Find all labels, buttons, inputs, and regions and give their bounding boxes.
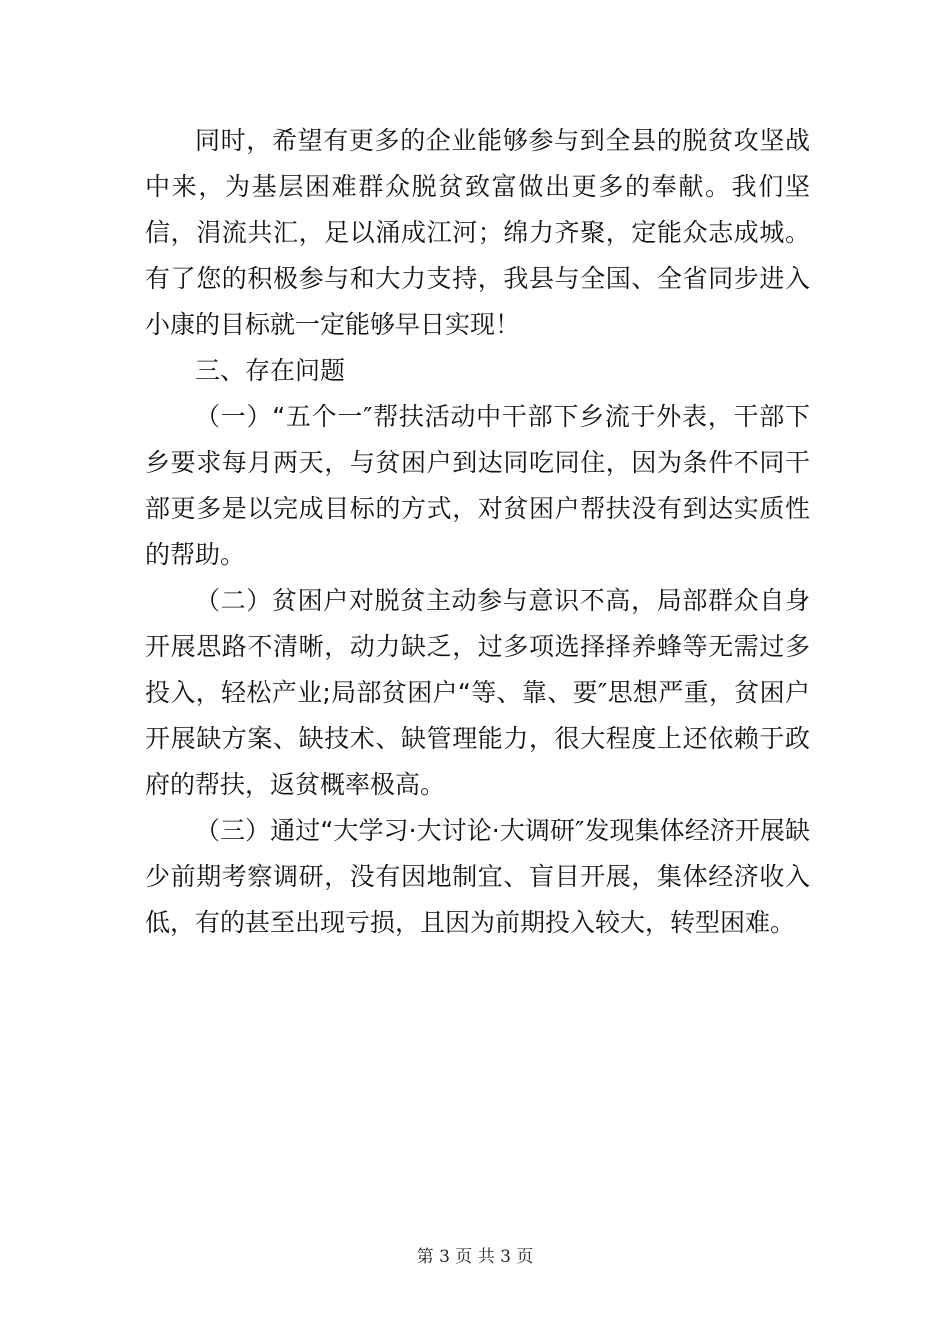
page-footer: 第 3 页 共 3 页 bbox=[416, 1247, 534, 1267]
issue-paragraph-3: （三）通过“大学习·大讨论·大调研″发现集体经济开展缺少前期考察调研，没有因地制宜、盲目开展，集体经济收入低，有的甚至出现亏损，且因为前期投入较大，转型困难。 bbox=[145, 816, 810, 937]
section-heading: 三、存在问题 bbox=[195, 356, 346, 385]
issue-paragraph-2: （二）贫困户对脱贫主动参与意识不高，局部群众自身开展思路不清晰，动力缺乏，过多项选择择养蜂等无需过多投入，轻松产业;局部贫困户“等、靠、要″思想严重，贫困户开展缺方案、缺技术、缺管理能力，很大程度上还依赖于政府的帮扶，返贫概率极高。 bbox=[145, 586, 810, 799]
closing-paragraph: 同时，希望有更多的企业能够参与到全县的脱贫攻坚战中来，为基层困难群众脱贫致富做出更多的奉献。我们坚信，涓流共汇，足以涌成江河；绵力齐聚，定能众志成城。有了您的积极参与和大力支持，我县与全国、全省同步进入小康的目标就一定能够早日实现！ bbox=[145, 126, 810, 339]
issue-paragraph-1: （一）“五个一″帮扶活动中干部下乡流于外表，干部下乡要求每月两天，与贫困户到达同吃同住，因为条件不同干部更多是以完成目标的方式，对贫困户帮扶没有到达实质性的帮助。 bbox=[145, 402, 810, 569]
document-body bbox=[145, 118, 810, 946]
